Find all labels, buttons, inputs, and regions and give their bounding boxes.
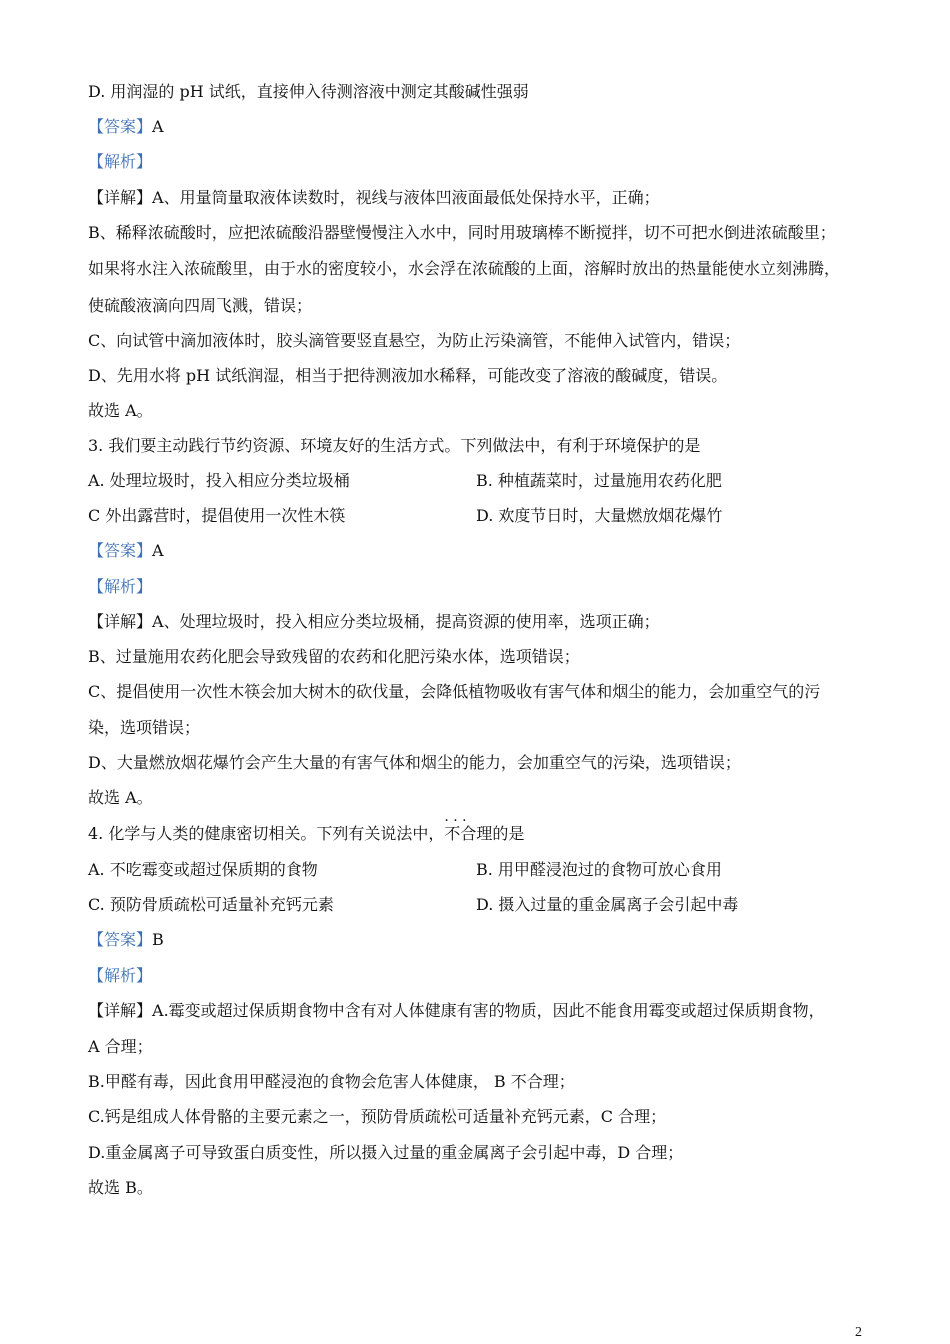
q2-detail-d: D、先用水将 pH 试纸润湿，相当于把待测液加水稀释，可能改变了溶液的酸碱度，错误。 bbox=[88, 366, 728, 385]
q3-option-c: C 外出露营时，提倡使用一次性木筷 bbox=[88, 506, 346, 525]
q2-detail-b2: 如果将水注入浓硫酸里，由于水的密度较小，水会浮在浓硫酸的上面，溶解时放出的热量能使水立刻沸腾， bbox=[88, 259, 841, 278]
q4-stem-post: 的是 bbox=[492, 824, 525, 843]
q3-conclusion: 故选 A。 bbox=[88, 788, 153, 807]
q3-detail-d: D、大量燃放烟花爆竹会产生大量的有害气体和烟尘的能力，会加重空气的污染，选项错误； bbox=[88, 753, 741, 772]
q4-stem bbox=[88, 823, 878, 845]
q4-option-c: C. 预防骨质疏松可适量补充钙元素 bbox=[88, 895, 334, 914]
q4-detail-b: B.甲醛有毒，因此食用甲醛浸泡的食物会危害人体健康， B 不合理； bbox=[88, 1072, 575, 1091]
answer-tag: 【答案】 bbox=[88, 541, 153, 560]
q3-answer bbox=[88, 540, 878, 562]
page-number: 2 bbox=[855, 1325, 862, 1340]
q2-detail-b3: 使硫酸液滴向四周飞溅，错误； bbox=[88, 296, 313, 315]
q4-stem-emphasis: · · · 不合理 bbox=[444, 823, 492, 845]
answer-tag: 【答案】 bbox=[88, 117, 153, 136]
q3-option-b: B. 种植蔬菜时，过量施用农药化肥 bbox=[476, 471, 722, 490]
q2-option-d: D. 用润湿的 pH 试纸，直接伸入待测溶液中测定其酸碱性强弱 bbox=[88, 82, 529, 101]
q3-options-row-2 bbox=[88, 505, 878, 527]
q3-option-d: D. 欢度节日时，大量燃放烟花爆竹 bbox=[476, 506, 723, 525]
q2-conclusion: 故选 A。 bbox=[88, 401, 153, 420]
answer-value: B bbox=[152, 930, 164, 949]
q3-stem: 3. 我们要主动践行节约资源、环境友好的生活方式。下列做法中，有利于环境保护的是 bbox=[88, 436, 701, 455]
q4-options-row-2 bbox=[88, 894, 878, 916]
q4-detail-c: C.钙是组成人体骨骼的主要元素之一，预防骨质疏松可适量补充钙元素，C 合理； bbox=[88, 1107, 667, 1126]
detail-tag: 【详解】 bbox=[88, 1001, 153, 1020]
q2-detail-a bbox=[88, 187, 878, 209]
q3-options-row-1 bbox=[88, 470, 878, 492]
q4-detail-d: D.重金属离子可导致蛋白质变性，所以摄入过量的重金属离子会引起中毒，D 合理； bbox=[88, 1143, 684, 1162]
q4-option-b: B. 用甲醛浸泡过的食物可放心食用 bbox=[476, 860, 722, 879]
q4-analysis-tag: 【解析】 bbox=[88, 966, 153, 985]
answer-value: A bbox=[152, 117, 164, 136]
q4-option-d: D. 摄入过量的重金属离子会引起中毒 bbox=[476, 895, 739, 914]
q3-detail-a bbox=[88, 611, 878, 633]
q3-analysis-tag: 【解析】 bbox=[88, 577, 153, 596]
detail-text: A、用量筒量取液体读数时，视线与液体凹液面最低处保持水平，正确； bbox=[152, 188, 660, 207]
q2-analysis-tag: 【解析】 bbox=[88, 152, 153, 171]
q2-detail-b1: B、稀释浓硫酸时，应把浓硫酸沿器壁慢慢注入水中，同时用玻璃棒不断搅拌，切不可把水倒进浓硫酸里； bbox=[88, 223, 836, 242]
q4-stem-pre: 4. 化学与人类的健康密切相关。下列有关说法中， bbox=[88, 824, 445, 843]
q3-detail-b: B、过量施用农药化肥会导致残留的农药和化肥污染水体，选项错误； bbox=[88, 647, 580, 666]
q3-option-a: A. 处理垃圾时，投入相应分类垃圾桶 bbox=[88, 471, 350, 490]
q4-option-a: A. 不吃霉变或超过保质期的食物 bbox=[88, 860, 318, 879]
q3-detail-c2: 染，选项错误； bbox=[88, 718, 201, 737]
q4-conclusion: 故选 B。 bbox=[88, 1178, 153, 1197]
q4-options-row-1 bbox=[88, 859, 878, 881]
q2-answer bbox=[88, 116, 878, 138]
q2-detail-c: C、向试管中滴加液体时，胶头滴管要竖直悬空，为防止污染滴管，不能伸入试管内，错误； bbox=[88, 331, 741, 350]
detail-text: A.霉变或超过保质期食物中含有对人体健康有害的物质，因此不能食用霉变或超过保质期食物， bbox=[152, 1001, 825, 1020]
answer-tag: 【答案】 bbox=[88, 930, 153, 949]
detail-tag: 【详解】 bbox=[88, 188, 153, 207]
q4-detail-a2: A 合理； bbox=[88, 1037, 153, 1056]
detail-tag: 【详解】 bbox=[88, 612, 153, 631]
detail-text: A、处理垃圾时，投入相应分类垃圾桶，提高资源的使用率，选项正确； bbox=[152, 612, 660, 631]
q4-detail-a1 bbox=[88, 1000, 878, 1022]
answer-value: A bbox=[152, 541, 164, 560]
q4-answer bbox=[88, 929, 878, 951]
q3-detail-c1: C、提倡使用一次性木筷会加大树木的砍伐量，会降低植物吸收有害气体和烟尘的能力，会加重空气的污 bbox=[88, 682, 821, 701]
